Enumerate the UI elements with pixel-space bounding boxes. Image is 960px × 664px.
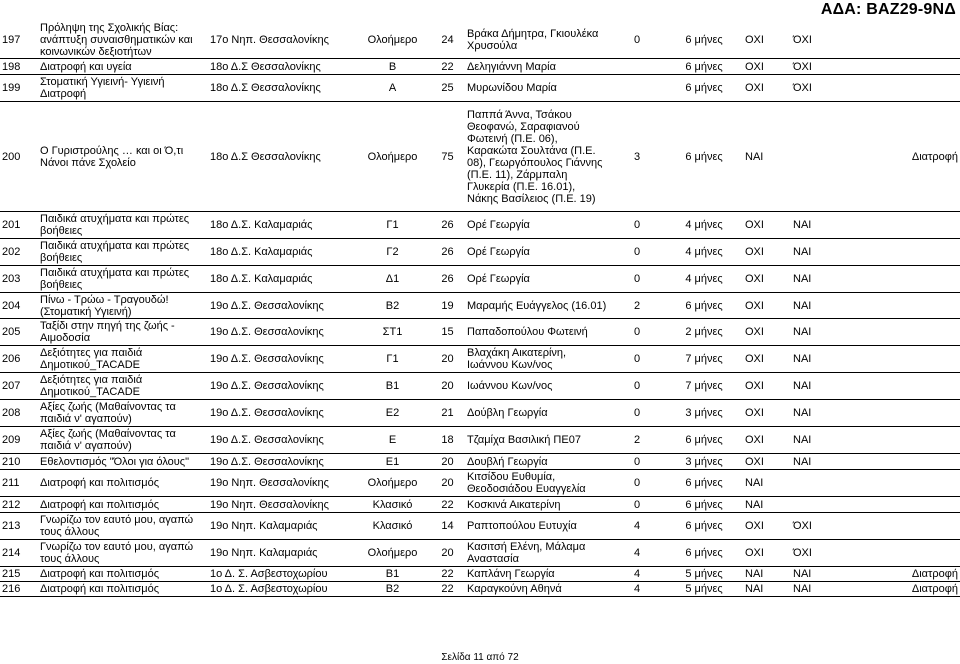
col-b-value: ΝΑΙ [791,427,857,454]
project-title: Διατροφή και υγεία [38,59,208,75]
table-row [0,567,960,582]
duration: 6 μήνες [665,513,743,540]
teachers-names: Ορέ Γεωργία [465,266,609,293]
col-b-value: ΌΧΙ [791,540,857,567]
extra-topic [857,239,960,266]
x-count: 0 [609,470,665,497]
class-name: Β1 [355,567,430,582]
extra-topic: Διατροφή [857,567,960,582]
col-a-value: ΟΧΙ [743,75,791,102]
x-count: 4 [609,567,665,582]
x-count: 3 [609,102,665,212]
student-count: 20 [430,454,465,470]
student-count: 22 [430,59,465,75]
row-number: 208 [0,400,38,427]
teachers-names: Βράκα Δήμητρα, Γκιουλέκα Χρυσούλα [465,22,609,59]
extra-topic [857,540,960,567]
duration: 7 μήνες [665,373,743,400]
project-title: Δεξιότητες για παιδιά Δημοτικού_TACADE [38,346,208,373]
duration: 6 μήνες [665,427,743,454]
col-a-value: ΟΧΙ [743,346,791,373]
project-title: Στοματική Υγιεινή- Υγιεινή Διατροφή [38,75,208,102]
student-count: 22 [430,567,465,582]
student-count: 14 [430,513,465,540]
row-number: 205 [0,319,38,346]
col-a-value: ΝΑΙ [743,470,791,497]
project-title: Δεξιότητες για παιδιά Δημοτικού_TACADE [38,373,208,400]
row-number: 212 [0,497,38,513]
table-row [0,102,960,212]
row-number: 202 [0,239,38,266]
class-name: Ε [355,427,430,454]
teachers-names: Καπλάνη Γεωργία [465,567,609,582]
col-b-value: ΌΧΙ [791,513,857,540]
x-count: 0 [609,22,665,59]
extra-topic: Διατροφή [857,582,960,597]
x-count: 2 [609,293,665,319]
class-name: Α [355,75,430,102]
table-row [0,266,960,293]
student-count: 22 [430,497,465,513]
duration: 6 μήνες [665,497,743,513]
project-title: Αξίες ζωής (Μαθαίνοντας τα παιδιά ν' αγαπούν) [38,400,208,427]
x-count: 0 [609,454,665,470]
school-name: 18ο Δ.Σ. Καλαμαριάς [208,212,355,239]
class-name: Ολοήμερο [355,470,430,497]
student-count: 22 [430,582,465,597]
table-row [0,373,960,400]
col-b-value: ΝΑΙ [791,346,857,373]
student-count: 19 [430,293,465,319]
student-count: 26 [430,266,465,293]
extra-topic [857,75,960,102]
x-count: 0 [609,497,665,513]
school-name: 19ο Δ.Σ. Θεσσαλονίκης [208,319,355,346]
teachers-names: Κοσκινά Αικατερίνη [465,497,609,513]
col-b-value: ΌΧΙ [791,75,857,102]
student-count: 20 [430,346,465,373]
student-count: 20 [430,540,465,567]
col-a-value: ΝΑΙ [743,497,791,513]
table-row [0,293,960,319]
school-name: 1ο Δ. Σ. Ασβεστοχωρίου [208,582,355,597]
school-name: 19ο Δ.Σ. Θεσσαλονίκης [208,454,355,470]
project-title: Διατροφή και πολιτισμός [38,582,208,597]
class-name: Δ1 [355,266,430,293]
school-name: 19ο Νηπ. Καλαμαριάς [208,540,355,567]
extra-topic [857,470,960,497]
extra-topic [857,513,960,540]
row-number: 216 [0,582,38,597]
school-name: 19ο Δ.Σ. Θεσσαλονίκης [208,427,355,454]
x-count: 0 [609,239,665,266]
col-b-value: ΌΧΙ [791,22,857,59]
col-a-value: ΟΧΙ [743,427,791,454]
teachers-names: Παπαδοπούλου Φωτεινή [465,319,609,346]
duration: 4 μήνες [665,239,743,266]
col-b-value: ΝΑΙ [791,266,857,293]
extra-topic [857,319,960,346]
teachers-names: Κιτσίδου Ευθυμία, Θεοδοσιάδου Ευαγγελία [465,470,609,497]
extra-topic [857,293,960,319]
extra-topic [857,454,960,470]
duration: 4 μήνες [665,212,743,239]
teachers-names: Δουβλή Γεωργία [465,454,609,470]
class-name: Β2 [355,582,430,597]
table-row [0,470,960,497]
duration: 7 μήνες [665,346,743,373]
col-b-value: ΝΑΙ [791,454,857,470]
row-number: 206 [0,346,38,373]
extra-topic [857,22,960,59]
project-title: Γνωρίζω τον εαυτό μου, αγαπώ τους άλλους [38,513,208,540]
project-title: Διατροφή και πολιτισμός [38,567,208,582]
class-name: Κλασικό [355,513,430,540]
page-footer: Σελίδα 11 από 72 [441,652,519,663]
project-title: Αξίες ζωής (Μαθαίνοντας τα παιδιά ν' αγαπούν) [38,427,208,454]
duration: 5 μήνες [665,582,743,597]
x-count: 0 [609,400,665,427]
school-name: 19ο Δ.Σ. Θεσσαλονίκης [208,293,355,319]
row-number: 197 [0,22,38,59]
col-a-value: ΟΧΙ [743,293,791,319]
table-row [0,540,960,567]
project-title: Εθελοντισμός "Όλοι για όλους" [38,454,208,470]
table-row [0,75,960,102]
table-row [0,427,960,454]
school-name: 19ο Νηπ. Καλαμαριάς [208,513,355,540]
class-name: Ολοήμερο [355,540,430,567]
school-name: 18ο Δ.Σ. Καλαμαριάς [208,266,355,293]
col-b-value: ΝΑΙ [791,319,857,346]
project-title: Ταξίδι στην πηγή της ζωής - Αιμοδοσία [38,319,208,346]
col-a-value: ΟΧΙ [743,373,791,400]
student-count: 20 [430,373,465,400]
extra-topic [857,427,960,454]
student-count: 21 [430,400,465,427]
duration: 6 μήνες [665,470,743,497]
table-row [0,319,960,346]
table-row [0,212,960,239]
col-a-value: ΝΑΙ [743,102,791,212]
student-count: 25 [430,75,465,102]
school-name: 17ο Νηπ. Θεσσαλονίκης [208,22,355,59]
class-name: Γ2 [355,239,430,266]
row-number: 209 [0,427,38,454]
x-count: 2 [609,427,665,454]
x-count: 0 [609,346,665,373]
col-a-value: ΟΧΙ [743,513,791,540]
table-row [0,239,960,266]
project-title: Πρόληψη της Σχολικής Βίας: ανάπτυξη συναισθηματικών και κοινωνικών δεξιοτήτων [38,22,208,59]
duration: 6 μήνες [665,75,743,102]
x-count [609,75,665,102]
teachers-names: Μυρωνίδου Μαρία [465,75,609,102]
project-title: Παιδικά ατυχήματα και πρώτες βοήθειες [38,239,208,266]
school-name: 19ο Δ.Σ. Θεσσαλονίκης [208,373,355,400]
x-count: 0 [609,319,665,346]
projects-table [0,22,960,597]
col-a-value: ΟΧΙ [743,212,791,239]
row-number: 199 [0,75,38,102]
extra-topic [857,373,960,400]
x-count: 4 [609,582,665,597]
teachers-names: Καραγκούνη Αθηνά [465,582,609,597]
extra-topic [857,400,960,427]
class-name: Β [355,59,430,75]
row-number: 198 [0,59,38,75]
teachers-names: Βλαχάκη Αικατερίνη, Ιωάννου Κων/νος [465,346,609,373]
student-count: 20 [430,470,465,497]
col-b-value [791,470,857,497]
teachers-names: Ορέ Γεωργία [465,239,609,266]
row-number: 204 [0,293,38,319]
duration: 2 μήνες [665,319,743,346]
x-count [609,59,665,75]
teachers-names: Ραπτοπούλου Ευτυχία [465,513,609,540]
extra-topic [857,497,960,513]
row-number: 215 [0,567,38,582]
class-name: Γ1 [355,346,430,373]
row-number: 211 [0,470,38,497]
school-name: 18ο Δ.Σ. Καλαμαριάς [208,239,355,266]
col-b-value [791,497,857,513]
teachers-names: Παππά Άννα, Τσάκου Θεοφανώ, Σαραφιανού Φωτεινή (Π.Ε. 06), Καρακώτα Σουλτάνα (Π.Ε. 08), Γεωργόπουλος Γιάννης (Π.Ε. 11), Ζάρμπαλη Γλυκερία (Π.Ε. 16.01), Νάκης Βασίλειος (Π.Ε. 19) [465,102,609,212]
teachers-names: Μαραμής Ευάγγελος (16.01) [465,293,609,319]
school-name: 19ο Νηπ. Θεσσαλονίκης [208,497,355,513]
class-name: Γ1 [355,212,430,239]
table-row [0,346,960,373]
extra-topic [857,212,960,239]
extra-topic [857,59,960,75]
x-count: 0 [609,212,665,239]
col-a-value: ΟΧΙ [743,22,791,59]
col-b-value: ΝΑΙ [791,567,857,582]
row-number: 203 [0,266,38,293]
col-b-value: ΝΑΙ [791,212,857,239]
student-count: 26 [430,212,465,239]
row-number: 207 [0,373,38,400]
col-a-value: ΟΧΙ [743,239,791,266]
class-name: Κλασικό [355,497,430,513]
col-a-value: ΟΧΙ [743,319,791,346]
class-name: Ε2 [355,400,430,427]
class-name: Ολοήμερο [355,22,430,59]
school-name: 1ο Δ. Σ. Ασβεστοχωρίου [208,567,355,582]
class-name: Β2 [355,293,430,319]
col-b-value: ΝΑΙ [791,239,857,266]
col-b-value: ΌΧΙ [791,59,857,75]
duration: 6 μήνες [665,22,743,59]
table-row [0,582,960,597]
student-count: 18 [430,427,465,454]
class-name: Β1 [355,373,430,400]
class-name: ΣΤ1 [355,319,430,346]
duration: 4 μήνες [665,266,743,293]
school-name: 19ο Δ.Σ. Θεσσαλονίκης [208,346,355,373]
row-number: 200 [0,102,38,212]
col-b-value: ΝΑΙ [791,293,857,319]
project-title: Παιδικά ατυχήματα και πρώτες βοήθειες [38,266,208,293]
row-number: 201 [0,212,38,239]
school-name: 19ο Νηπ. Θεσσαλονίκης [208,470,355,497]
project-title: Διατροφή και πολιτισμός [38,497,208,513]
col-a-value: ΟΧΙ [743,59,791,75]
teachers-names: Τζαμίχα Βασιλική ΠΕ07 [465,427,609,454]
duration: 6 μήνες [665,102,743,212]
teachers-names: Ιωάννου Κων/νος [465,373,609,400]
table-row [0,22,960,59]
col-a-value: ΝΑΙ [743,582,791,597]
table-row [0,454,960,470]
student-count: 26 [430,239,465,266]
ada-code: ΑΔΑ: ΒΑΖ29-9ΝΔ [820,1,956,18]
school-name: 19ο Δ.Σ. Θεσσαλονίκης [208,400,355,427]
teachers-names: Δεληγιάννη Μαρία [465,59,609,75]
col-a-value: ΟΧΙ [743,266,791,293]
extra-topic [857,346,960,373]
table-row [0,513,960,540]
student-count: 15 [430,319,465,346]
project-title: Ο Γυριστρούλης … και οι Ό,τι Νάνοι πάνε Σχολείο [38,102,208,212]
extra-topic: Διατροφή [857,102,960,212]
col-b-value: ΝΑΙ [791,400,857,427]
col-b-value: ΝΑΙ [791,373,857,400]
project-title: Πίνω - Τρώω - Τραγουδώ! (Στοματική Υγιεινή) [38,293,208,319]
project-title: Γνωρίζω τον εαυτό μου, αγαπώ τους άλλους [38,540,208,567]
class-name: Ε1 [355,454,430,470]
duration: 5 μήνες [665,567,743,582]
col-b-value: ΝΑΙ [791,582,857,597]
row-number: 213 [0,513,38,540]
project-title: Παιδικά ατυχήματα και πρώτες βοήθειες [38,212,208,239]
col-b-value [791,102,857,212]
extra-topic [857,266,960,293]
col-a-value: ΟΧΙ [743,540,791,567]
school-name: 18ο Δ.Σ Θεσσαλονίκης [208,59,355,75]
teachers-names: Κασιτσή Ελένη, Μάλαμα Αναστασία [465,540,609,567]
x-count: 0 [609,266,665,293]
duration: 3 μήνες [665,454,743,470]
table-row [0,59,960,75]
duration: 6 μήνες [665,540,743,567]
table-row [0,497,960,513]
col-a-value: ΟΧΙ [743,400,791,427]
student-count: 24 [430,22,465,59]
school-name: 18ο Δ.Σ Θεσσαλονίκης [208,102,355,212]
project-title: Διατροφή και πολιτισμός [38,470,208,497]
class-name: Ολοήμερο [355,102,430,212]
teachers-names: Δούβλη Γεωργία [465,400,609,427]
row-number: 210 [0,454,38,470]
student-count: 75 [430,102,465,212]
col-a-value: ΟΧΙ [743,454,791,470]
col-a-value: ΝΑΙ [743,567,791,582]
duration: 6 μήνες [665,293,743,319]
table-row [0,400,960,427]
teachers-names: Ορέ Γεωργία [465,212,609,239]
row-number: 214 [0,540,38,567]
x-count: 4 [609,513,665,540]
duration: 3 μήνες [665,400,743,427]
duration: 6 μήνες [665,59,743,75]
x-count: 0 [609,373,665,400]
school-name: 18ο Δ.Σ Θεσσαλονίκης [208,75,355,102]
x-count: 4 [609,540,665,567]
